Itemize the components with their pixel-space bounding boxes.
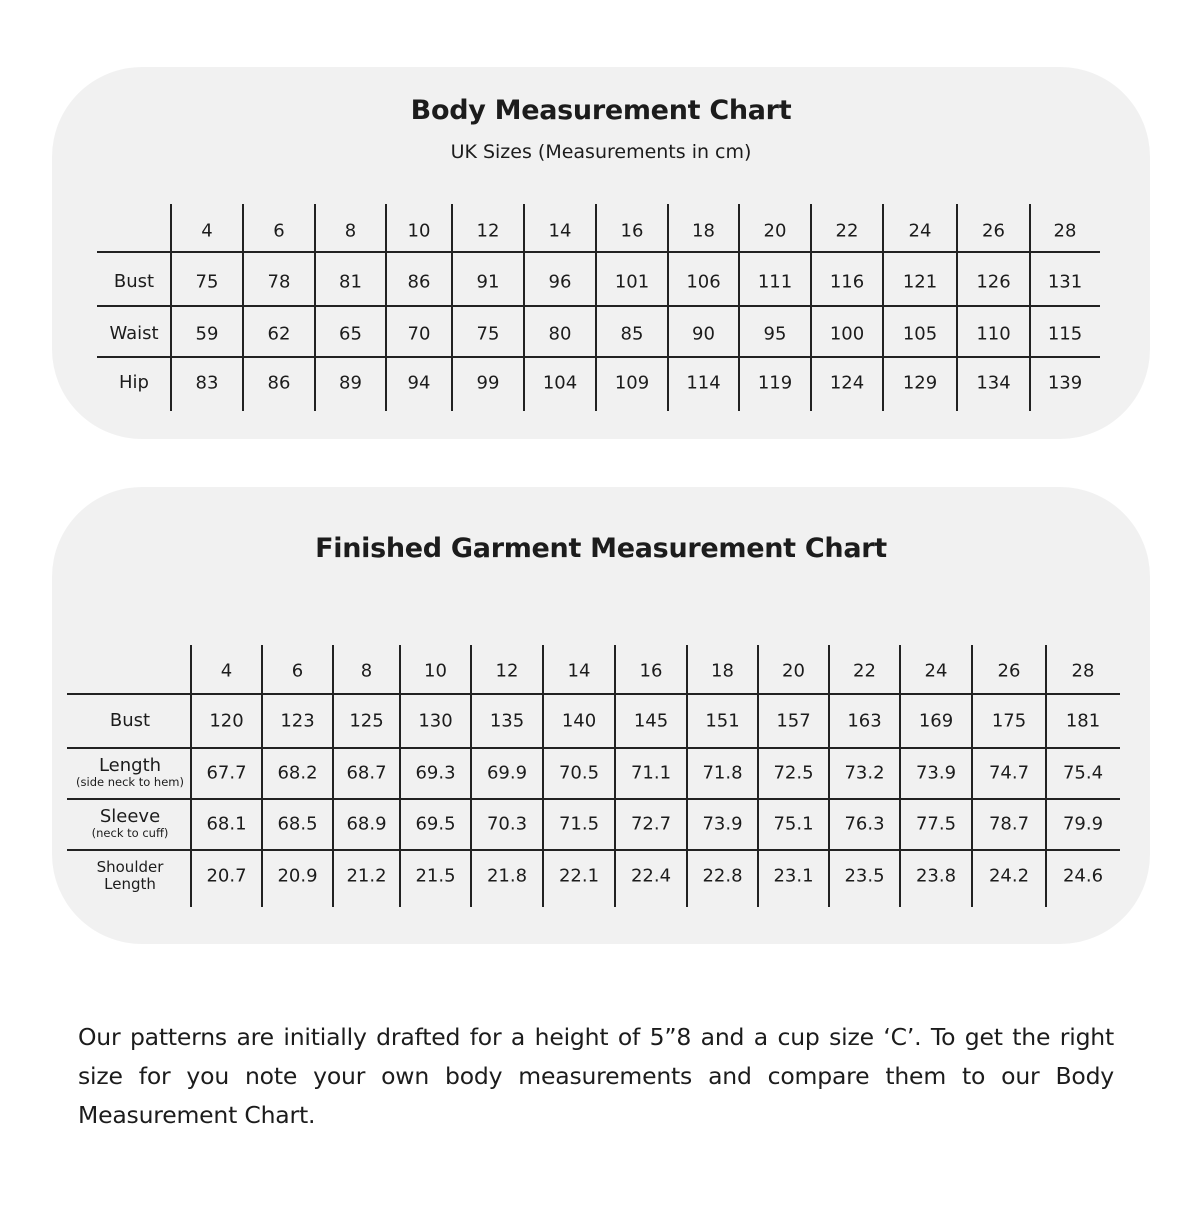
table-cell: 72.5: [773, 762, 814, 784]
table-cell: 169: [918, 710, 954, 732]
table-cell: 151: [705, 710, 740, 732]
table-cell: 94: [407, 372, 431, 394]
size-header-cell: 12: [476, 220, 500, 242]
table-cell: 71.1: [630, 762, 672, 784]
table-cell: 110: [976, 323, 1011, 345]
table-cell: 20.9: [277, 865, 318, 887]
table-cell: 73.9: [915, 762, 957, 784]
table-cell: 100: [829, 323, 865, 345]
table-cell: 75.1: [773, 813, 814, 835]
table-cell: 129: [902, 372, 938, 394]
table-cell: 96: [548, 271, 572, 293]
body-chart-title: Body Measurement Chart: [410, 95, 792, 126]
table-cell: 59: [195, 323, 219, 345]
table-cell: 114: [686, 372, 721, 394]
table-cell: 125: [349, 710, 384, 732]
table-cell: 67.7: [206, 762, 247, 784]
row-label: [97, 859, 164, 893]
table-cell: 101: [614, 271, 650, 293]
table-cell: 104: [542, 372, 578, 394]
table-cell: 85: [620, 323, 644, 345]
table-cell: 69.5: [415, 813, 456, 835]
table-cell: 21.5: [415, 865, 456, 887]
size-header-cell: 18: [692, 220, 715, 242]
size-header-cell: 16: [639, 660, 663, 682]
row-label-main: Sleeve: [99, 806, 161, 827]
size-header-cell: 28: [1071, 660, 1095, 682]
row-label: [92, 808, 169, 840]
table-cell: 95: [763, 323, 787, 345]
table-cell: 124: [829, 372, 865, 394]
size-header-cell: 28: [1053, 220, 1077, 242]
row-label: Bust: [113, 271, 155, 292]
table-cell: 24.2: [988, 865, 1030, 887]
table-cell: 68.7: [346, 762, 387, 784]
row-label: Hip: [119, 372, 149, 393]
size-header-cell: 18: [711, 660, 734, 682]
table-cell: 123: [280, 710, 315, 732]
row-label-sub: (side neck to hem): [76, 775, 184, 789]
table-cell: 79.9: [1062, 813, 1104, 835]
table-cell: 77.5: [915, 813, 957, 835]
table-cell: 139: [1047, 372, 1083, 394]
row-label: [76, 757, 184, 789]
table-cell: 70.3: [486, 813, 528, 835]
table-cell: 140: [561, 710, 597, 732]
table-cell: 75: [476, 323, 500, 345]
size-header-cell: 26: [982, 220, 1005, 242]
size-header-cell: 22: [853, 660, 876, 682]
table-cell: 73.2: [844, 762, 885, 784]
table-cell: 119: [757, 372, 793, 394]
table-cell: 111: [757, 271, 793, 293]
table-cell: 71.8: [702, 762, 743, 784]
table-cell: 65: [339, 323, 362, 345]
table-cell: 23.1: [773, 865, 814, 887]
table-cell: 76.3: [844, 813, 885, 835]
row-label-main: Bust: [109, 710, 151, 731]
footnote-paragraph: Our patterns are initially drafted for a height of 5”8 and a cup size ‘C’. To get the right size for you note your own body measurements and compare them to our Body Measurement Chart.: [78, 1023, 1114, 1129]
size-header-cell: 20: [763, 220, 787, 242]
size-header-cell: 12: [495, 660, 519, 682]
size-header-cell: 4: [220, 660, 233, 682]
table-cell: 78.7: [988, 813, 1030, 835]
table-cell: 81: [339, 271, 362, 293]
table-cell: 21.2: [346, 865, 387, 887]
table-cell: 106: [686, 271, 721, 293]
table-cell: 68.5: [277, 813, 318, 835]
table-cell: 83: [195, 372, 219, 394]
table-cell: 22.1: [558, 865, 600, 887]
table-cell: 116: [829, 271, 865, 293]
table-cell: 115: [1047, 323, 1083, 345]
table-cell: 157: [776, 710, 811, 732]
size-header-cell: 10: [407, 220, 431, 242]
size-header-cell: 6: [291, 660, 304, 682]
table-cell: 20.7: [206, 865, 247, 887]
table-cell: 23.8: [915, 865, 957, 887]
table-cell: 80: [548, 323, 572, 345]
size-header-cell: 20: [782, 660, 805, 682]
size-header-cell: 24: [924, 660, 948, 682]
table-cell: 69.3: [415, 762, 456, 784]
body-chart-subtitle: UK Sizes (Measurements in cm): [450, 141, 752, 163]
row-label-main: Length: [98, 755, 162, 776]
size-header-cell: 24: [908, 220, 932, 242]
table-cell: 75.4: [1062, 762, 1104, 784]
table-cell: 135: [489, 710, 525, 732]
table-cell: 24.6: [1062, 865, 1104, 887]
table-cell: 181: [1065, 710, 1101, 732]
table-cell: 22.8: [702, 865, 743, 887]
table-cell: 130: [418, 710, 453, 732]
size-header-cell: 4: [201, 220, 213, 242]
size-header-cell: 8: [344, 220, 357, 242]
table-cell: 105: [902, 323, 938, 345]
table-cell: 69.9: [486, 762, 528, 784]
table-cell: 71.5: [558, 813, 600, 835]
row-label: Waist: [109, 323, 159, 344]
table-cell: 145: [633, 710, 669, 732]
table-cell: 126: [976, 271, 1011, 293]
table-cell: 131: [1047, 271, 1083, 293]
row-label-sub: Length: [104, 875, 156, 893]
table-cell: 23.5: [844, 865, 885, 887]
table-cell: 89: [339, 372, 362, 394]
table-cell: 175: [991, 710, 1027, 732]
row-label-sub: (neck to cuff): [91, 826, 169, 840]
table-cell: 78: [267, 271, 291, 293]
table-cell: 68.1: [206, 813, 247, 835]
size-header-cell: 22: [835, 220, 859, 242]
table-cell: 99: [476, 372, 500, 394]
table-cell: 75: [195, 271, 219, 293]
size-header-cell: 14: [567, 660, 591, 682]
table-cell: 70.5: [558, 762, 600, 784]
table-cell: 91: [476, 271, 500, 293]
table-cell: 68.9: [346, 813, 387, 835]
table-cell: 68.2: [277, 762, 318, 784]
size-header-cell: 10: [424, 660, 447, 682]
table-cell: 86: [407, 271, 431, 293]
table-cell: 109: [614, 372, 650, 394]
size-header-cell: 8: [360, 660, 373, 682]
size-header-cell: 6: [273, 220, 285, 242]
size-header-cell: 26: [997, 660, 1021, 682]
size-header-cell: 14: [548, 220, 572, 242]
table-cell: 134: [976, 372, 1011, 394]
table-cell: 73.9: [702, 813, 743, 835]
table-cell: 163: [847, 710, 882, 732]
table-cell: 90: [692, 323, 715, 345]
table-cell: 74.7: [988, 762, 1030, 784]
size-header-cell: 16: [620, 220, 644, 242]
row-label-main: Shoulder: [96, 858, 164, 876]
table-cell: 22.4: [630, 865, 672, 887]
table-cell: 62: [267, 323, 291, 345]
table-cell: 86: [267, 372, 291, 394]
table-cell: 72.7: [630, 813, 672, 835]
table-cell: 21.8: [486, 865, 528, 887]
table-cell: 70: [407, 323, 431, 345]
row-label: [110, 712, 150, 730]
table-cell: 120: [209, 710, 244, 732]
garment-chart-title: Finished Garment Measurement Chart: [315, 533, 887, 564]
table-cell: 121: [902, 271, 938, 293]
